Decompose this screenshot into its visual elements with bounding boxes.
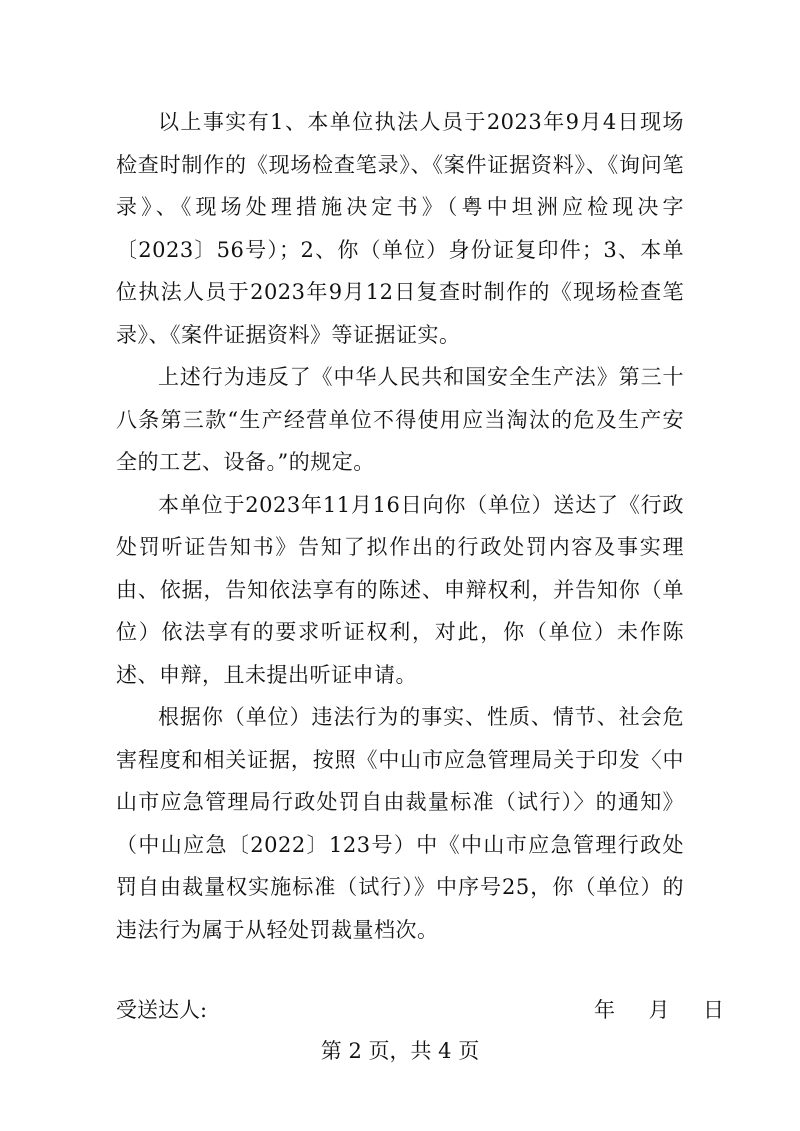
day-label: 日 xyxy=(703,998,724,1022)
receiver-label: 受送达人: xyxy=(116,998,208,1022)
month-label: 月 xyxy=(648,998,670,1022)
document-body xyxy=(116,101,684,951)
page-number: 第 2 页，共 4 页 xyxy=(320,1039,480,1063)
paragraph-hearing-notice: 本单位于2023年11月16日向你（单位）送达了《行政处罚听证告知书》告知了拟作出的行政处罚内容及事实理由、依据，告知依法享有的陈述、申辩权利，并告知你（单位）依法享有的要求听证权利，对此，你（单位）未作陈述、申辩，且未提出听证申请。 xyxy=(116,492,684,687)
paragraph-violation: 上述行为违反了《中华人民共和国安全生产法》第三十八条第三款“生产经营单位不得使用应当淘汰的危及生产安全的工艺、设备。”的规定。 xyxy=(116,365,684,474)
paragraph-discretion: 根据你（单位）违法行为的事实、性质、情节、社会危害程度和相关证据，按照《中山市应急管理局关于印发〈中山市应急管理局行政处罚自由裁量标准（试行）〉的通知》（中山应急〔2022〕123号）中《中山市应急管理行政处罚自由裁量权实施标准（试行）》中序号25，你（单位）的违法行为属于从轻处罚裁量档次。 xyxy=(116,705,684,942)
date-line xyxy=(594,990,724,1030)
year-label: 年 xyxy=(594,998,615,1022)
paragraph-evidence: 以上事实有1、本单位执法人员于2023年9月4日现场检查时制作的《现场检查笔录》、《案件证据资料》、《询问笔录》、《现场处理措施决定书》（粤中坦洲应检现决字〔2023〕56号）；2、你（单位）身份证复印件；3、本单位执法人员于2023年9月12日复查时制作的《现场检查笔录》、《案件证据资料》等证据证实。 xyxy=(116,110,684,347)
